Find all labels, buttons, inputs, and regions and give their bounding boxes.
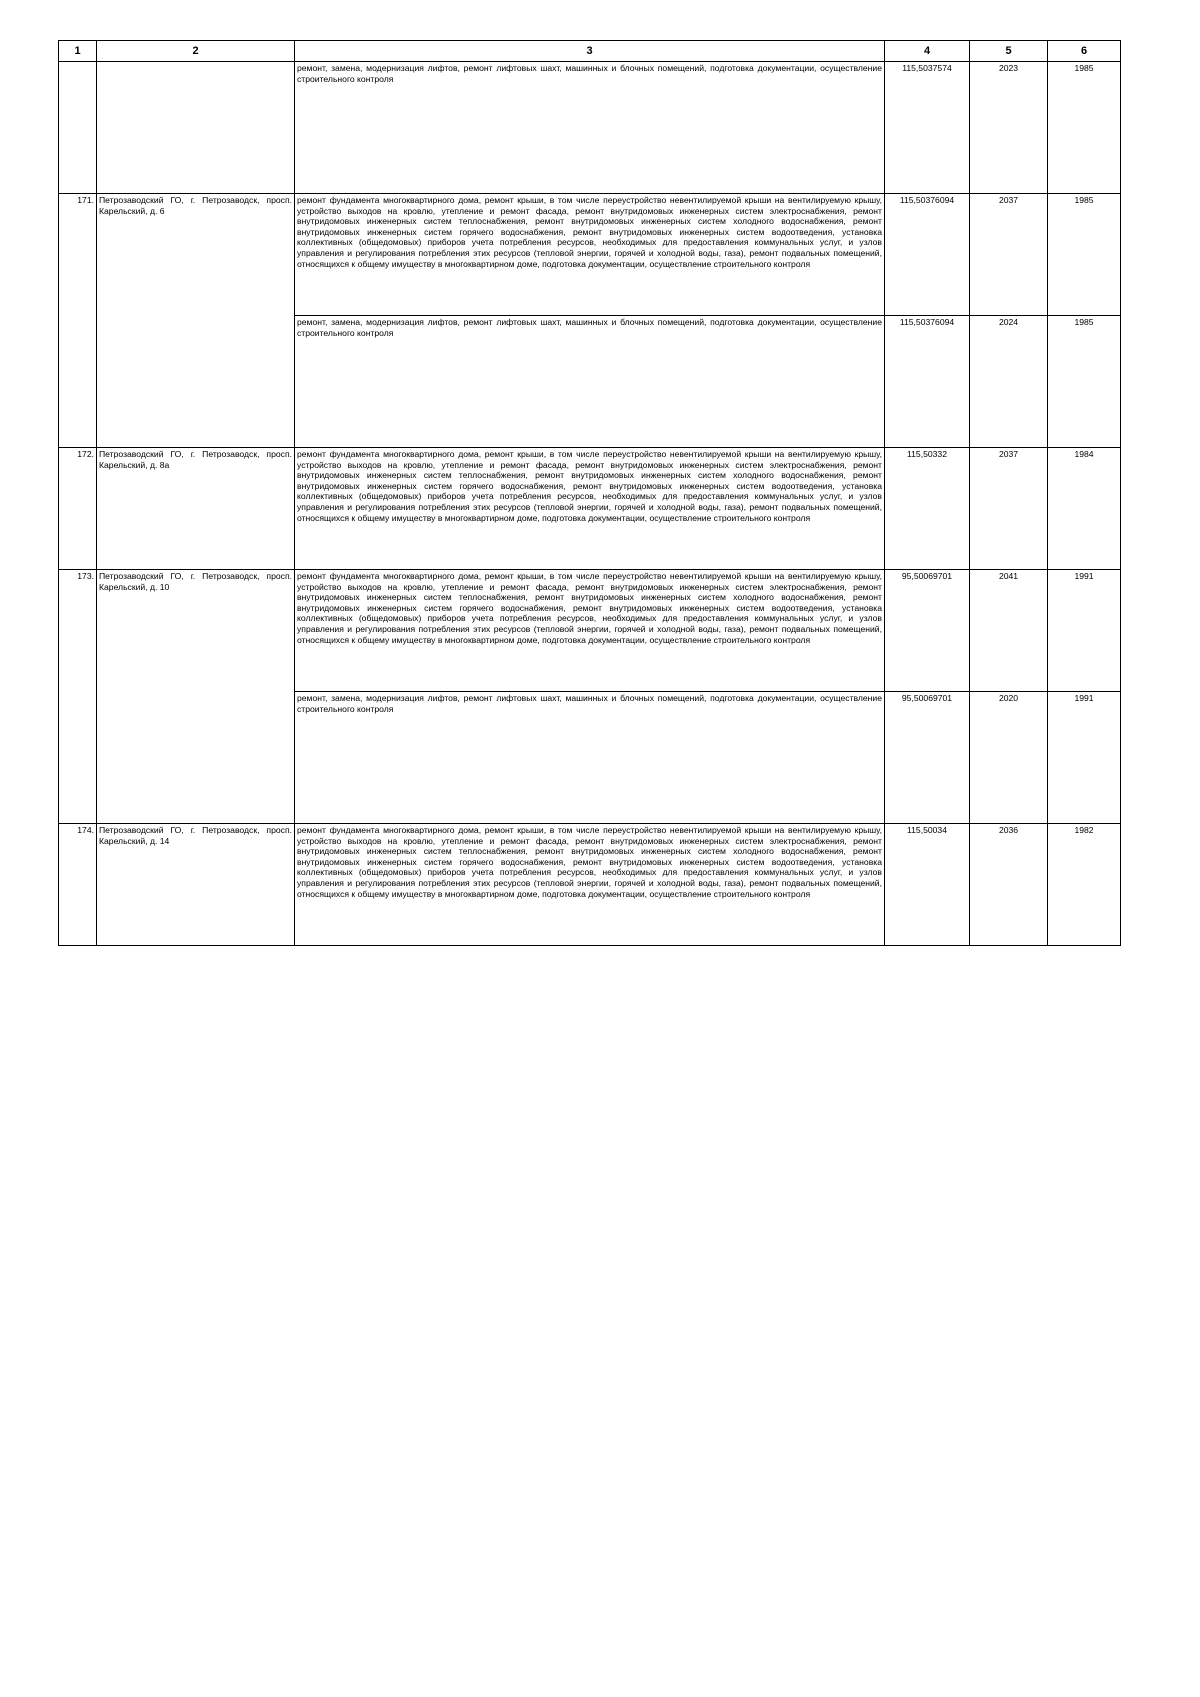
header-col-5: 5 <box>970 41 1048 62</box>
row-year: 2024 <box>970 316 1048 448</box>
row-works: ремонт, замена, модернизация лифтов, ремонт лифтовых шахт, машинных и блочных помещений, подготовка документации, осуществление строительного контроля <box>295 62 885 194</box>
row-number <box>59 62 97 194</box>
row-built: 1984 <box>1048 448 1121 570</box>
row-number: 171. <box>59 194 97 448</box>
header-col-3: 3 <box>295 41 885 62</box>
row-number: 173. <box>59 570 97 824</box>
row-works: ремонт, замена, модернизация лифтов, ремонт лифтовых шахт, машинных и блочных помещений, подготовка документации, осуществление строительного контроля <box>295 692 885 824</box>
row-cost: 115,50376094 <box>885 316 970 448</box>
row-works: ремонт фундамента многоквартирного дома, ремонт крыши, в том числе переустройство невентилируемой крыши на вентилируемую крышу, устройство выходов на кровлю, утепление и ремонт фасада, ремонт внутридомовых инженерных систем электроснабжения, ремонт внутридомовых инженерных систем теплоснабжения, ремонт внутридомовых инженерных систем холодного водоснабжения, ремонт внутридомовых инженерных систем горячего водоснабжения, ремонт внутридомовых инженерных систем водоотведения, установка коллективных (общедомовых) приборов учета потребления ресурсов, необходимых для предоставления коммунальных услуг, и узлов управления и регулирования потребления этих ресурсов (тепловой энергии, горячей и холодной воды, газа), ремонт подвальных помещений, относящихся к общему имуществу в многоквартирном доме, подготовка документации, осуществление строительного контроля <box>295 448 885 570</box>
row-built: 1985 <box>1048 62 1121 194</box>
row-number: 174. <box>59 824 97 946</box>
header-col-4: 4 <box>885 41 970 62</box>
row-built: 1985 <box>1048 194 1121 316</box>
row-address <box>97 62 295 194</box>
row-cost: 95,50069701 <box>885 570 970 692</box>
row-year: 2036 <box>970 824 1048 946</box>
row-address: Петрозаводский ГО, г. Петрозаводск, просп. Карельский, д. 10 <box>97 570 295 824</box>
row-built: 1991 <box>1048 570 1121 692</box>
header-row <box>59 41 1121 62</box>
row-works: ремонт фундамента многоквартирного дома, ремонт крыши, в том числе переустройство невентилируемой крыши на вентилируемую крышу, устройство выходов на кровлю, утепление и ремонт фасада, ремонт внутридомовых инженерных систем электроснабжения, ремонт внутридомовых инженерных систем теплоснабжения, ремонт внутридомовых инженерных систем холодного водоснабжения, ремонт внутридомовых инженерных систем горячего водоснабжения, ремонт внутридомовых инженерных систем водоотведения, установка коллективных (общедомовых) приборов учета потребления ресурсов, необходимых для предоставления коммунальных услуг, и узлов управления и регулирования потребления этих ресурсов (тепловой энергии, горячей и холодной воды, газа), ремонт подвальных помещений, относящихся к общему имуществу в многоквартирном доме, подготовка документации, осуществление строительного контроля <box>295 570 885 692</box>
row-year: 2037 <box>970 194 1048 316</box>
row-address: Петрозаводский ГО, г. Петрозаводск, просп. Карельский, д. 6 <box>97 194 295 448</box>
row-address: Петрозаводский ГО, г. Петрозаводск, просп. Карельский, д. 8а <box>97 448 295 570</box>
row-year: 2020 <box>970 692 1048 824</box>
row-address: Петрозаводский ГО, г. Петрозаводск, просп. Карельский, д. 14 <box>97 824 295 946</box>
table-row <box>59 570 1121 692</box>
row-works: ремонт фундамента многоквартирного дома, ремонт крыши, в том числе переустройство невентилируемой крыши на вентилируемую крышу, устройство выходов на кровлю, утепление и ремонт фасада, ремонт внутридомовых инженерных систем электроснабжения, ремонт внутридомовых инженерных систем теплоснабжения, ремонт внутридомовых инженерных систем холодного водоснабжения, ремонт внутридомовых инженерных систем горячего водоснабжения, ремонт внутридомовых инженерных систем водоотведения, установка коллективных (общедомовых) приборов учета потребления ресурсов, необходимых для предоставления коммунальных услуг, и узлов управления и регулирования потребления этих ресурсов (тепловой энергии, горячей и холодной воды, газа), ремонт подвальных помещений, относящихся к общему имуществу в многоквартирном доме, подготовка документации, осуществление строительного контроля <box>295 824 885 946</box>
row-works: ремонт, замена, модернизация лифтов, ремонт лифтовых шахт, машинных и блочных помещений, подготовка документации, осуществление строительного контроля <box>295 316 885 448</box>
table-row <box>59 824 1121 946</box>
row-cost: 115,5037574 <box>885 62 970 194</box>
works-table <box>58 40 1121 946</box>
table-body <box>59 62 1121 946</box>
row-cost: 115,50376094 <box>885 194 970 316</box>
table-row <box>59 62 1121 194</box>
row-built: 1982 <box>1048 824 1121 946</box>
table-header <box>59 41 1121 62</box>
row-cost: 115,50332 <box>885 448 970 570</box>
row-year: 2041 <box>970 570 1048 692</box>
table-row <box>59 194 1121 316</box>
row-works: ремонт фундамента многоквартирного дома, ремонт крыши, в том числе переустройство невентилируемой крыши на вентилируемую крышу, устройство выходов на кровлю, утепление и ремонт фасада, ремонт внутридомовых инженерных систем электроснабжения, ремонт внутридомовых инженерных систем теплоснабжения, ремонт внутридомовых инженерных систем холодного водоснабжения, ремонт внутридомовых инженерных систем горячего водоснабжения, ремонт внутридомовых инженерных систем водоотведения, установка коллективных (общедомовых) приборов учета потребления ресурсов, необходимых для предоставления коммунальных услуг, и узлов управления и регулирования потребления этих ресурсов (тепловой энергии, горячей и холодной воды, газа), ремонт подвальных помещений, относящихся к общему имуществу в многоквартирном доме, подготовка документации, осуществление строительного контроля <box>295 194 885 316</box>
header-col-2: 2 <box>97 41 295 62</box>
row-year: 2037 <box>970 448 1048 570</box>
row-number: 172. <box>59 448 97 570</box>
row-built: 1991 <box>1048 692 1121 824</box>
row-cost: 95,50069701 <box>885 692 970 824</box>
header-col-6: 6 <box>1048 41 1121 62</box>
row-year: 2023 <box>970 62 1048 194</box>
header-col-1: 1 <box>59 41 97 62</box>
row-cost: 115,50034 <box>885 824 970 946</box>
row-built: 1985 <box>1048 316 1121 448</box>
table-row <box>59 448 1121 570</box>
